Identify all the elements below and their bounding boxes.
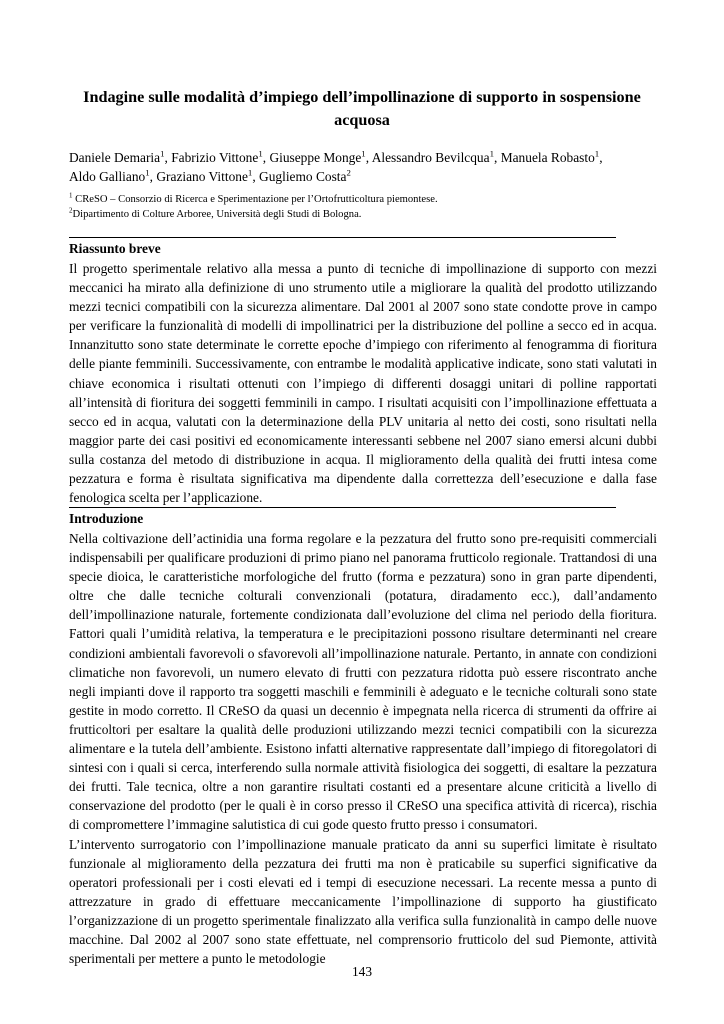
section-divider — [69, 237, 616, 238]
abstract-text — [69, 259, 657, 507]
author: Fabrizio Vittone$^1$, — [171, 148, 270, 165]
author: Alessandro Bevilcqua$^1$, — [371, 148, 501, 165]
introduction-heading: Introduzione — [69, 511, 144, 526]
affiliation: $^2$Dipartimento di Colture Arboree, Università degli Studi di Bologna. — [69, 205, 362, 220]
paper-title: Indagine sulle modalità d’impiego dell’impollinazione di supporto in sospensione acquosa — [83, 88, 641, 129]
author: Aldo Galliano$^1$, — [69, 167, 157, 184]
introduction-paragraph: L’intervento surrogatorio con l’impollinazione manuale praticato da anni su superfici limitate è risultato funzionale al miglioramento della pezzatura dei frutti ma non è praticabile su superfici significative da operatori professionali per i costi elevati ed i tempi di esecuzione necessari. La recente messa a punto di attrezzature in grado di effettuare meccanicamente l’impollinazione di supporto ha giustificato l’organizzazione di un progetto sperimentale finalizzato alla verifica sulla funzionalità in campo delle nuove macchine. Dal 2002 al 2007 sono state effettuate, nel comprensorio frutticolo del sud Piemonte, attività sperimentali per mettere a punto le metodologie — [69, 836, 657, 967]
abstract-heading: Riassunto breve — [69, 241, 161, 256]
author: Daniele Demaria$^1$, — [69, 148, 172, 165]
author: Manuela Robasto$^1$, — [500, 148, 603, 165]
author: Gugliemo Costa$^2$ — [259, 167, 351, 184]
affiliation-list — [69, 193, 659, 222]
page-number: 143 — [351, 964, 373, 979]
introduction-text — [69, 529, 657, 968]
author: Giuseppe Monge$^1$, — [269, 148, 372, 165]
author: Graziano Vittone$^1$, — [156, 167, 260, 184]
affiliation: $^1$ CReSO – Consorzio di Ricerca e Sperimentazione per l’Ortofrutticoltura piemontese. — [69, 191, 438, 205]
author-list — [69, 148, 659, 186]
section-divider — [69, 507, 616, 508]
abstract-paragraph: Il progetto sperimentale relativo alla messa a punto di tecniche di impollinazione di supporto con mezzi meccanici ha mirato alla definizione di uno strumento utile a migliorare la qualità del prodotto utilizzando mezzi tecnici compatibili con la sicurezza alimentare. Dal 2001 al 2007 sono state condotte prove in campo per verificare la funzionalità di modelli di impollinatrici per la distribuzione del polline a secco ed in acqua. Innanzitutto sono state determinate le corrette epoche d’impiego con riferimento al fenogramma di fioritura delle piante femminili. Successivamente, con entrambe le modalità applicative indicate, sono stati valutati in chiave economica i risultati ottenuti con l’impiego di differenti dosaggi unitari di polline rapportati all’intensità di fioritura dei soggetti femminili in campo. I risultati acquisiti con l’impollinazione effettuata a secco ed in acqua, valutati con la determinazione della PLV unitaria al netto dei costi, sono risultati nella maggior parte dei casi positivi ed economicamente interessanti sebbene nel 2007 siano emersi alcuni dubbi sulla costanza del metodo di distribuzione in acqua. Il miglioramento della qualità dei frutti intesa come pezzatura e forma è risultata significativa ma dipendente dalla correttezza dell’esecuzione e dalla fase fenologica scelta per l’applicazione. — [69, 261, 657, 506]
introduction-paragraph: Nella coltivazione dell’actinidia una forma regolare e la pezzatura del frutto sono pre-requisiti commerciali indispensabili per qualificare produzioni di primo piano nel panorama frutticolo regionale. Trattandosi di una specie dioica, le caratteristiche morfologiche del frutto (forma e pezzatura) sono in gran parte dipendenti, oltre che dalle tecniche colturali convenzionali (potatura, diradamento ecc.), dall’andamento dell’impollinazione naturale, fortemente condizionata dall’evoluzione del clima nel periodo della fioritura. Fattori quali l’umidità relativa, la temperatura e le precipitazioni possono risultare determinanti nel creare condizioni ambientali favorevoli o sfavorevoli all’impollinazione naturale. Pertanto, in annate con condizioni climatiche non favorevoli, un numero elevato di frutti con pezzatura ridotta può essere riscontrato anche negli impianti dove il rapporto tra soggetti maschili e femminili è adeguato e le tecniche colturali sono state gestite in modo corretto. Il CReSO da quasi un decennio è impegnata nella ricerca di strumenti da offrire ai frutticoltori per esaltare la qualità delle produzioni utilizzando mezzi tecnici compatibili con la sicurezza alimentare e la tutela dell’ambiente. Esistono infatti alternative rappresentate dall’impiego di fitoregolatori di sintesi con i quali si cerca, interferendo sulla normale attività fisiologica dei soggetti, di esaltare la pezzatura dei frutti. Tale tecnica, oltre a non garantire risultati costanti ed a presentare alcune criticità a livello di conservazione del prodotto (per le quali è in corso presso il CReSO una specifica attività di ricerca), rischia di compromettere l’immagine salutistica di cui gode questo frutto presso i consumatori. — [69, 531, 657, 833]
